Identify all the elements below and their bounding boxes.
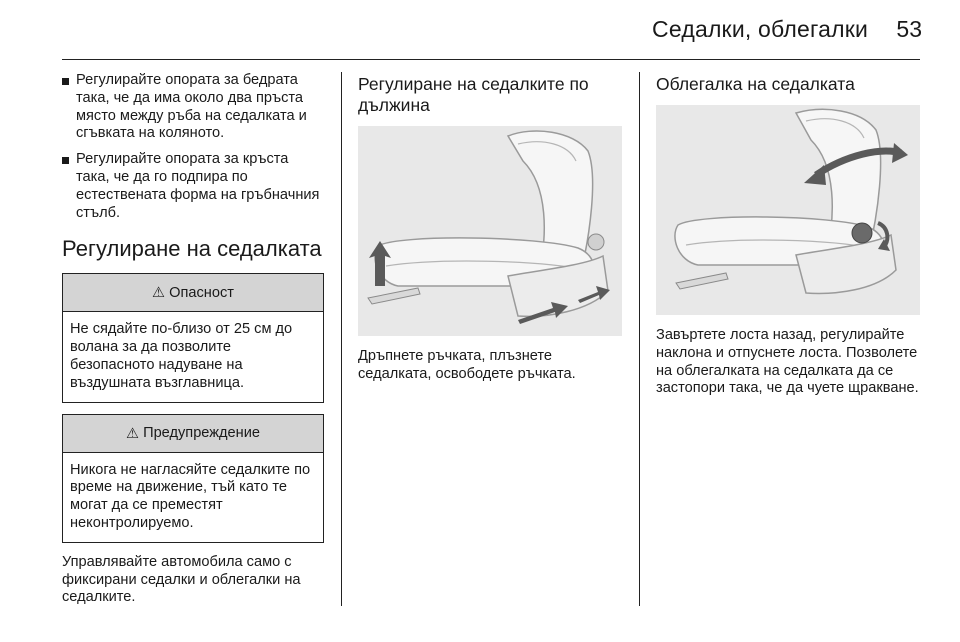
danger-notice-header	[63, 274, 323, 312]
list-item: Регулирайте опората за кръста така, че да го подпира по естествената форма на гръбначния стълб.	[62, 151, 324, 222]
warning-triangle-icon: ⚠	[152, 285, 166, 302]
section-title: Седалки, облегалки	[652, 16, 868, 42]
body-paragraph: Управлявайте автомобила само с фиксирани седалки и облегалки на седалките.	[62, 553, 301, 606]
figure-caption: Дръпнете ръчката, плъзнете седалката, освободете ръчката.	[358, 348, 576, 382]
column-divider	[639, 72, 640, 606]
header-divider	[62, 59, 920, 60]
warning-notice-text: Никога не нагласяйте седалките по време на движение, тъй като те могат да се преместят неконтролируемо.	[70, 461, 311, 531]
warning-notice	[62, 414, 324, 543]
page-number: 53	[896, 16, 922, 42]
column-left	[62, 72, 324, 607]
bullet-square-icon	[62, 157, 69, 164]
warning-triangle-icon: ⚠	[125, 425, 140, 442]
section-heading: Регулиране на седалката	[62, 236, 322, 262]
bullet-list	[62, 72, 324, 222]
danger-notice	[62, 273, 324, 402]
seat-backrest-illustration	[656, 105, 920, 315]
section-heading: Регулиране на седалките по дължина	[358, 74, 589, 115]
column-divider	[341, 72, 342, 606]
section-heading: Облегалка на седалката	[656, 74, 855, 94]
page-header	[0, 0, 960, 60]
danger-notice-text: Не сядайте по-близо от 25 см до волана за да позволите безопасното надуване на въздушната възглавница.	[70, 321, 293, 391]
bullet-square-icon	[62, 78, 69, 85]
warning-notice-header	[63, 415, 323, 453]
warning-notice-title: Предупреждение	[143, 425, 260, 442]
danger-notice-title: Опасност	[169, 284, 234, 301]
list-item: Регулирайте опората за бедрата така, че да има около два пръста място между ръба на седалката и сгъвката на коляното.	[62, 72, 324, 143]
figure-caption: Завъртете лоста назад, регулирайте наклона и отпуснете лоста. Позволете на облегалката на седалката да се застопори така, че да чуете щракване.	[656, 327, 919, 397]
seat-longitudinal-illustration	[358, 126, 622, 336]
column-middle	[358, 72, 622, 384]
column-right	[656, 72, 922, 398]
